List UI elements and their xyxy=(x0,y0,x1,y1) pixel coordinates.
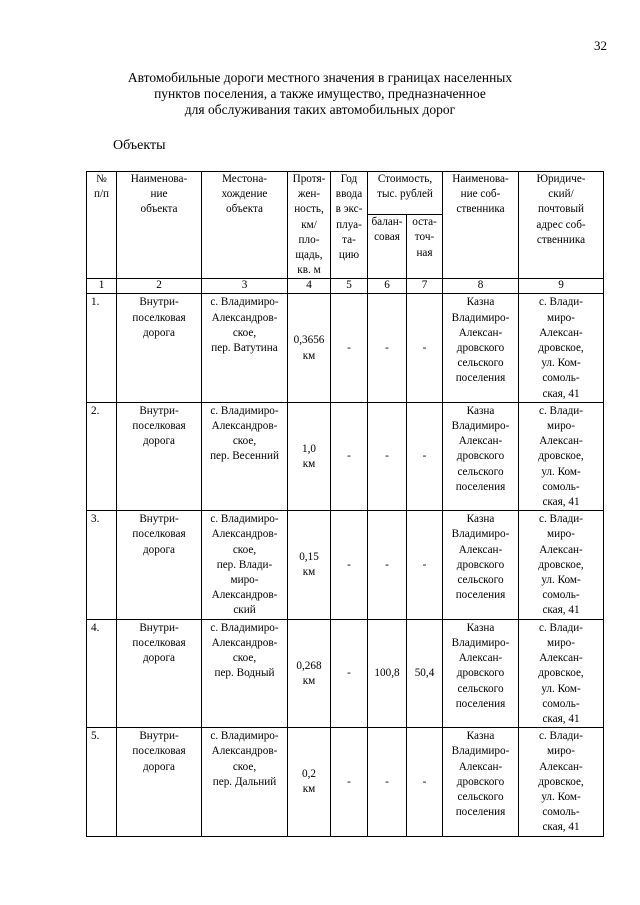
cell-line: дровское, xyxy=(538,775,584,788)
year-cell: - xyxy=(331,402,368,510)
column-number: 3 xyxy=(202,279,288,294)
cell-line: дорога xyxy=(142,652,176,665)
cell-line: дровского xyxy=(456,775,505,788)
cell-line: Алексан- xyxy=(539,326,583,339)
cell-line: Алексан- xyxy=(539,652,583,665)
cell-line: Местона- xyxy=(221,173,268,185)
cell-line: Казна xyxy=(466,730,495,743)
cell-line: дровского xyxy=(456,667,505,680)
header-cost xyxy=(368,172,443,215)
cell-line: Казна xyxy=(466,404,495,417)
cell-line: Внутри- xyxy=(139,404,179,417)
cell-line: поселковая xyxy=(132,745,186,758)
cell-line: ское, xyxy=(232,543,257,556)
cell-line: дровское, xyxy=(538,450,584,463)
year-cell: - xyxy=(331,294,368,402)
location-cell xyxy=(202,294,288,402)
cell-line: ское, xyxy=(232,652,257,665)
cell-line: ул. Ком- xyxy=(541,357,581,370)
location-cell xyxy=(202,728,288,836)
cell-line: пер. Дальний xyxy=(212,775,277,788)
cell-line: дорога xyxy=(142,760,176,773)
cell-line: миро- xyxy=(547,528,575,541)
header-year xyxy=(331,172,368,279)
cell-line: в экс- xyxy=(335,203,363,216)
length-cell xyxy=(288,728,331,836)
object-name-cell xyxy=(117,511,202,619)
cell-line: дровское, xyxy=(538,342,584,355)
cell-line: ул. Ком- xyxy=(541,682,581,695)
location-cell xyxy=(202,402,288,510)
cell-line: точ- xyxy=(414,231,435,244)
residual-cost-cell: - xyxy=(407,294,443,402)
cell-line: с. Владимиро- xyxy=(210,296,279,309)
cell-line: Алексан- xyxy=(539,760,583,773)
year-cell: - xyxy=(331,619,368,727)
cell-line: 0,2 xyxy=(302,768,316,781)
owner-name-cell xyxy=(443,619,519,727)
cell-line: Юридиче- xyxy=(536,173,586,185)
cell-line: ние соб- xyxy=(460,188,501,201)
row-number-cell: 4. xyxy=(87,619,117,727)
year-cell: - xyxy=(331,511,368,619)
cell-line: сельского xyxy=(457,357,504,370)
balance-cost-cell: - xyxy=(368,294,407,402)
cell-line: пер. Ватутина xyxy=(211,342,278,355)
cell-line: Владимиро- xyxy=(451,636,510,649)
cell-line: сельского xyxy=(457,574,504,587)
cell-line: поселения xyxy=(455,806,506,819)
cell-line: Владимиро- xyxy=(451,311,510,324)
cell-line: дровского xyxy=(456,342,505,355)
header-num xyxy=(87,172,117,279)
table-header-row xyxy=(87,172,604,215)
cell-line: дровское, xyxy=(538,558,584,571)
cell-line: с. Влади- xyxy=(539,730,583,743)
cell-line: миро- xyxy=(547,636,575,649)
cell-line: пло- xyxy=(298,233,320,246)
owner-name-cell xyxy=(443,294,519,402)
header-length xyxy=(288,172,331,279)
cell-line: ственника xyxy=(456,203,505,216)
cell-line: Год xyxy=(340,173,358,185)
object-name-cell xyxy=(117,402,202,510)
owner-address-cell xyxy=(519,294,604,402)
table-row xyxy=(87,511,604,619)
cell-line: почтовый xyxy=(537,203,585,216)
cell-line: ул. Ком- xyxy=(541,790,581,803)
header-address xyxy=(519,172,604,279)
cell-line: 0,3656 xyxy=(293,334,325,347)
balance-cost-cell: 100,8 xyxy=(368,619,407,727)
cell-line: Казна xyxy=(466,621,495,634)
cell-line: ул. Ком- xyxy=(541,574,581,587)
cell-line: Наименова- xyxy=(452,173,509,185)
page-number: 32 xyxy=(594,38,607,53)
cell-line: ское, xyxy=(232,326,257,339)
residual-cost-cell: - xyxy=(407,511,443,619)
cell-line: ность, xyxy=(294,203,324,216)
title-line: для обслуживания таких автомобильных дорог xyxy=(184,102,456,117)
header-location xyxy=(202,172,288,279)
cell-line: цию xyxy=(338,249,360,262)
year-cell: - xyxy=(331,728,368,836)
cell-line: объекта xyxy=(225,203,264,216)
cell-line: хождение xyxy=(221,188,268,201)
cell-line: совая xyxy=(374,231,400,244)
table-row xyxy=(87,294,604,402)
row-number-cell: 2. xyxy=(87,402,117,510)
length-cell xyxy=(288,619,331,727)
balance-cost-cell: - xyxy=(368,402,407,510)
cell-line: Внутри- xyxy=(139,730,179,743)
cell-line: ская, 41 xyxy=(542,604,580,617)
cell-line: ское, xyxy=(232,760,257,773)
cell-line: Казна xyxy=(466,296,495,309)
cell-line: Алексан- xyxy=(458,435,503,448)
title-line: пунктов поселения, а также имущество, предназначенное xyxy=(154,86,486,101)
object-name-cell xyxy=(117,294,202,402)
cell-line: дровского xyxy=(456,558,505,571)
cell-line: та- xyxy=(342,233,356,246)
cell-line: ская, 41 xyxy=(542,821,580,834)
column-number: 6 xyxy=(368,279,407,294)
header-balance xyxy=(368,215,407,279)
owner-address-cell xyxy=(519,511,604,619)
cell-line: поселения xyxy=(455,372,506,385)
residual-cost-cell: 50,4 xyxy=(407,619,443,727)
cell-line: 1,0 xyxy=(302,442,316,455)
cell-line: поселения xyxy=(455,589,506,602)
cell-line: ское, xyxy=(232,435,257,448)
document-title xyxy=(90,70,550,118)
cell-line: жен- xyxy=(297,188,321,201)
cell-line: тыс. рублей xyxy=(377,188,433,201)
cell-line: ская, 41 xyxy=(542,712,580,725)
cell-line: поселковая xyxy=(132,311,186,324)
cell-line: сомоль- xyxy=(542,589,580,602)
cell-line: объекта xyxy=(140,203,178,216)
table-row xyxy=(87,728,604,836)
cell-line: сельского xyxy=(457,682,504,695)
cell-line: ние xyxy=(150,188,168,201)
cell-line: поселковая xyxy=(132,636,186,649)
cell-line: пер. Влади- xyxy=(216,558,273,571)
cell-line: Александров- xyxy=(211,528,278,541)
cell-line: км xyxy=(302,674,316,687)
column-number: 7 xyxy=(407,279,443,294)
cell-line: ский/ xyxy=(548,188,574,201)
cell-line: Алексан- xyxy=(458,652,503,665)
owner-address-cell xyxy=(519,728,604,836)
cell-line: Внутри- xyxy=(139,296,179,309)
column-number: 8 xyxy=(443,279,519,294)
cell-line: № xyxy=(96,173,107,185)
cell-line: пер. Весенний xyxy=(210,450,279,463)
owner-name-cell xyxy=(443,511,519,619)
cell-line: Внутри- xyxy=(139,513,179,526)
cell-line: ул. Ком- xyxy=(541,465,581,478)
cell-line: км/ xyxy=(301,218,317,231)
cell-line: дорога xyxy=(142,543,176,556)
cell-line: оста- xyxy=(412,216,437,229)
cell-line: сомоль- xyxy=(542,480,580,493)
cell-line: с. Влади- xyxy=(539,296,583,309)
owner-address-cell xyxy=(519,402,604,510)
residual-cost-cell: - xyxy=(407,402,443,510)
cell-line: адрес соб- xyxy=(536,218,586,231)
owner-address-cell xyxy=(519,619,604,727)
cell-line: 0,268 xyxy=(296,659,322,672)
cell-line: Казна xyxy=(466,513,495,526)
cell-line: с. Владимиро- xyxy=(210,404,279,417)
cell-line: Владимиро- xyxy=(451,745,510,758)
cell-line: Александров- xyxy=(211,311,278,324)
owner-name-cell xyxy=(443,728,519,836)
cell-line: Александров- xyxy=(211,589,278,602)
cell-line: миро- xyxy=(547,420,575,433)
column-number: 1 xyxy=(87,279,117,294)
cell-line: пер. Водный xyxy=(214,667,275,680)
cell-line: км xyxy=(302,566,316,579)
cell-line: Внутри- xyxy=(139,621,179,634)
cell-line: миро- xyxy=(230,574,259,587)
cell-line: дорога xyxy=(142,326,176,339)
cell-line: с. Влади- xyxy=(539,621,583,634)
header-object-name xyxy=(117,172,202,279)
object-name-cell xyxy=(117,619,202,727)
cell-line: сельского xyxy=(457,465,504,478)
length-cell xyxy=(288,511,331,619)
cell-line: миро- xyxy=(547,745,575,758)
cell-line: с. Влади- xyxy=(539,404,583,417)
cell-line: сомоль- xyxy=(542,806,580,819)
table-row xyxy=(87,402,604,510)
cell-line: дорога xyxy=(142,435,176,448)
cell-line: сомоль- xyxy=(542,697,580,710)
cell-line: км xyxy=(302,458,316,471)
object-name-cell xyxy=(117,728,202,836)
table-body xyxy=(87,279,604,836)
cell-line: дровского xyxy=(456,450,505,463)
balance-cost-cell: - xyxy=(368,511,407,619)
cell-line: ская, 41 xyxy=(542,496,580,509)
section-label: Объекты xyxy=(113,138,166,153)
length-cell xyxy=(288,402,331,510)
location-cell xyxy=(202,511,288,619)
cell-line: ввода xyxy=(335,188,363,201)
cell-line: Александров- xyxy=(211,745,278,758)
cell-line: ская, 41 xyxy=(542,387,580,400)
header-residual xyxy=(407,215,443,279)
row-number-cell: 3. xyxy=(87,511,117,619)
cell-line: ная xyxy=(416,246,433,259)
cell-line: кв. м xyxy=(297,264,321,277)
cell-line: поселения xyxy=(455,480,506,493)
column-number: 5 xyxy=(331,279,368,294)
column-number: 2 xyxy=(117,279,202,294)
owner-name-cell xyxy=(443,402,519,510)
cell-line: с. Владимиро- xyxy=(210,621,279,634)
cell-line: п/п xyxy=(93,188,110,201)
header-owner xyxy=(443,172,519,279)
cell-line: Алексан- xyxy=(458,326,503,339)
cell-line: км xyxy=(302,349,316,362)
cell-line: Владимиро- xyxy=(451,420,510,433)
location-cell xyxy=(202,619,288,727)
cell-line: поселковая xyxy=(132,420,186,433)
cell-line: Стоимость, xyxy=(377,173,433,185)
cell-line: Алексан- xyxy=(539,435,583,448)
cell-line: сельского xyxy=(457,790,504,803)
balance-cost-cell: - xyxy=(368,728,407,836)
cell-line: дровское, xyxy=(538,667,584,680)
cell-line: Наименова- xyxy=(130,173,188,185)
cell-line: поселковая xyxy=(132,528,186,541)
column-number: 4 xyxy=(288,279,331,294)
row-number-cell: 5. xyxy=(87,728,117,836)
objects-table xyxy=(86,171,604,837)
cell-line: плуа- xyxy=(336,218,362,231)
cell-line: Алексан- xyxy=(458,543,503,556)
cell-line: ственника xyxy=(536,233,586,246)
length-cell xyxy=(288,294,331,402)
cell-line: с. Владимиро- xyxy=(210,513,279,526)
table-row xyxy=(87,619,604,727)
cell-line: км xyxy=(302,783,316,796)
cell-line: поселения xyxy=(455,697,506,710)
cell-line: Алексан- xyxy=(539,543,583,556)
cell-line: балан- xyxy=(371,216,403,229)
cell-line: сомоль- xyxy=(542,372,580,385)
cell-line: миро- xyxy=(547,311,575,324)
cell-line: Александров- xyxy=(211,636,278,649)
title-line: Автомобильные дороги местного значения в границах населенных xyxy=(127,70,513,85)
cell-line: Алексан- xyxy=(458,760,503,773)
cell-line: Александров- xyxy=(211,420,278,433)
residual-cost-cell: - xyxy=(407,728,443,836)
cell-line: ский xyxy=(233,604,256,617)
cell-line: Протя- xyxy=(292,173,326,185)
cell-line: с. Владимиро- xyxy=(210,730,279,743)
cell-line: с. Влади- xyxy=(539,513,583,526)
column-number: 9 xyxy=(519,279,604,294)
row-number-cell: 1. xyxy=(87,294,117,402)
column-numbers-row xyxy=(87,279,604,294)
cell-line: 0,15 xyxy=(299,551,319,564)
cell-line: щадь, xyxy=(295,249,323,262)
cell-line: Владимиро- xyxy=(451,528,510,541)
